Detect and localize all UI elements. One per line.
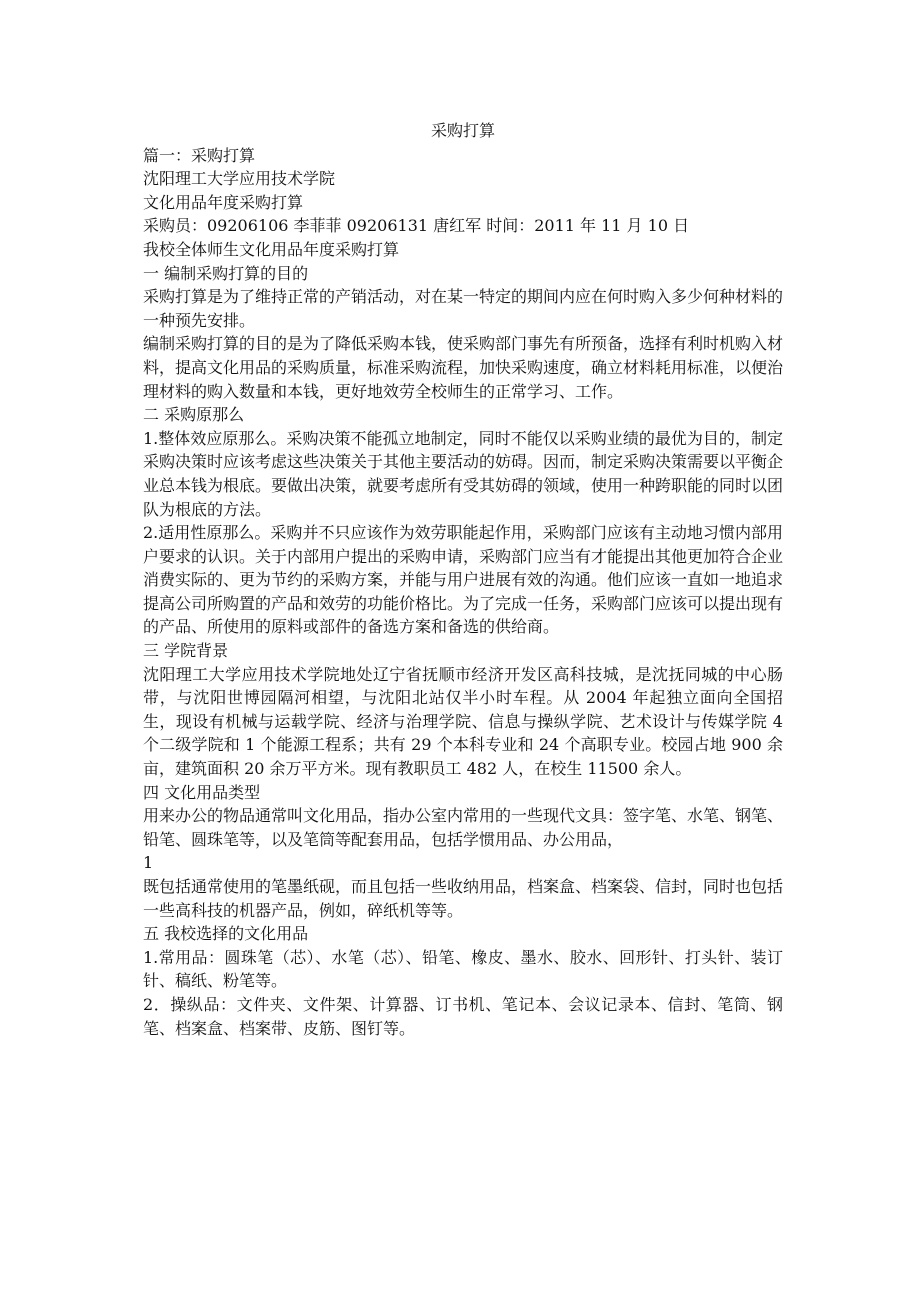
paragraph-supply-types: 用来办公的物品通常叫文化用品，指办公室内常用的一些现代文具：签字笔、水笔、钢笔、铅笔、圆珠笔等，以及笔筒等配套用品，包括学惯用品、办公用品， [143,806,784,849]
paragraph-principle-1: 1.整体效应原那么。采购决策不能孤立地制定，同时不能仅以采购业绩的最优为目的，制定采购决策时应该考虑这些决策关于其他主要活动的妨碍。因而，制定采购决策需要以平衡企业总本钱为根底。要做出决策，就要考虑所有受其妨碍的领域，使用一种跨职能的同时以团队为根底的方法。 [143,428,784,519]
paragraph-supply-scope: 既包括通常使用的笔墨纸砚，而且包括一些收纳用品，档案盒、档案袋、信封，同时也包括一些高科技的机器产品，例如，碎纸机等等。 [143,877,784,920]
document-title: 采购打算 [430,121,495,140]
heading-selected-supplies: 五 我校选择的文化用品 [143,924,309,944]
document-body [143,119,783,1040]
heading-principles: 二 采购原那么 [143,405,245,425]
paragraph-principle-2: 2.适用性原那么。采购并不只应该作为效劳职能起作用，采购部门应该有主动地习惯内部用户要求的认识。关于内部用户提出的采购申请，采购部门应当有才能提出其他更加符合企业消费实际的、更为节约的采购方案，并能与用户进展有效的沟通。他们应该一直如一地追求提高公司所购置的产品和效劳的功能价格比。为了完成一任务，采购部门应该可以提出现有的产品、所使用的原料或部件的备选方案和备选的供给商。 [143,523,784,637]
plan-subject: 我校全体师生文化用品年度采购打算 [143,239,400,259]
heading-background: 三 学院背景 [143,641,229,661]
plan-name: 文化用品年度采购打算 [143,192,304,212]
paragraph-purpose: 编制采购打算的目的是为了降低采购本钱，使采购部门事先有所预备，选择有利时机购入材料，提高文化用品的采购质量，标准采购流程，加快采购速度，确立材料耗用标准，以便治理材料的购入数量和本钱，更好地效劳全校师生的正常学习、工作。 [143,334,784,401]
paragraph-background: 沈阳理工大学应用技术学院地处辽宁省抚顺市经济开发区高科技城，是沈抚同城的中心肠带，与沈阳世博园隔河相望，与沈阳北站仅半小时车程。从 2004 年起独立面向全国招生，现设有机械与运载学院、经济与治理学院、信息与操纵学院、艺术设计与传媒学院 4 个二级学院和 1 个能源工程系；共有 29 个本科专业和 24 个高职专业。校园占地 900 余亩，建筑面积 20 余万平方米。现有教职员工 482 人，在校生 11500 余人。 [143,664,783,779]
section-heading-part-one: 篇一：采购打算 [143,145,256,165]
paragraph-control-items: 2．操纵品：文件夹、文件架、计算器、订书机、笔记本、会议记录本、信封、笔筒、钢笔、档案盒、档案带、皮筋、图钉等。 [143,994,783,1038]
paragraph-definition: 采购打算是为了维持正常的产销活动，对在某一特定的期间内应在何时购入多少何种材料的一种预先安排。 [143,287,784,330]
paragraph-common-items: 1.常用品：圆珠笔（芯）、水笔（芯）、铅笔、橡皮、墨水、胶水、回形针、打头针、装订针、稿纸、粉笔等。 [143,947,783,991]
institution-name: 沈阳理工大学应用技术学院 [143,169,336,189]
buyer-info: 采购员：09206106 李菲菲 09206131 唐红军 时间：2011 年 11 月 10 日 [143,216,690,236]
heading-purpose: 一 编制采购打算的目的 [143,263,309,283]
heading-supply-types: 四 文化用品类型 [143,782,261,802]
page-number: 1 [143,853,154,873]
